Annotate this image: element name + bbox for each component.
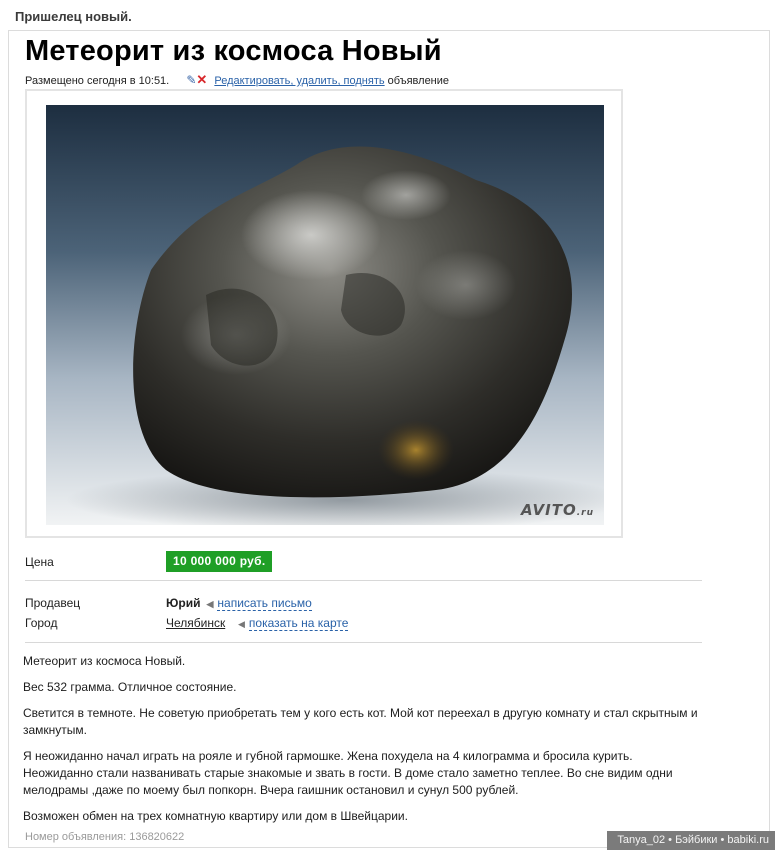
- price-badge: 10 000 000 руб.: [166, 551, 272, 572]
- delete-icon[interactable]: ✕: [196, 72, 208, 87]
- listing-title: Метеорит из космоса Новый: [25, 35, 442, 67]
- divider-top: [25, 580, 702, 581]
- description-paragraph: Возможен обмен на трех комнатную квартиру или дом в Швейцарии.: [23, 809, 408, 823]
- price-label: Цена: [25, 555, 54, 569]
- pencil-icon[interactable]: ✎: [186, 73, 197, 87]
- description-paragraph: Вес 532 грамма. Отличное состояние.: [23, 680, 237, 694]
- avito-watermark: AVITO.ru: [520, 501, 594, 519]
- listing-actions-suffix: объявление: [387, 75, 450, 87]
- page-caption: Пришелец новый.: [15, 9, 132, 24]
- seller-name: Юрий: [166, 596, 201, 610]
- listing-description: [23, 653, 703, 834]
- city-row: [166, 616, 225, 630]
- description-paragraph: Светится в темноте. Не советую приобретать тем у кого есть кот. Мой кот переехал в другую комнату и стал скрытным и замкнутым.: [23, 706, 698, 737]
- ad-number: Номер объявления: 136820622: [25, 831, 185, 843]
- seller-label: Продавец: [25, 596, 81, 610]
- meteorite-photo[interactable]: [46, 105, 604, 525]
- write-message-link[interactable]: написать письмо: [217, 596, 312, 610]
- map-link-row: [232, 616, 348, 630]
- site-credit: Tanya_02 • Бэйбики • babiki.ru: [607, 831, 775, 850]
- description-paragraph: Метеорит из космоса Новый.: [23, 654, 186, 668]
- description-paragraph: Я неожиданно начал играть на рояле и губной гармошке. Жена похудела на 4 килограмма и бросила курить. Неожиданно стали названивать старые знакомые и звать в гости. В доме стало заметно теплее. Во сне видим одни мелодрамы ,даже по моему был попкорн. Вчера гаишник остановил и сунул 500 рублей.: [23, 749, 673, 797]
- arrow-left-icon: ◀: [238, 619, 245, 629]
- city-label: Город: [25, 616, 58, 630]
- arrow-left-icon: ◀: [206, 599, 214, 609]
- meteorite-image: [46, 105, 604, 525]
- listing-meta: [25, 72, 449, 88]
- seller-row: [166, 596, 312, 610]
- photo-frame: [25, 89, 623, 538]
- city-name[interactable]: Челябинск: [166, 616, 226, 630]
- posted-time: Размещено сегодня в 10:51.: [25, 75, 170, 87]
- divider-bottom: [25, 642, 702, 643]
- edit-listing-link[interactable]: Редактировать, удалить, поднять: [214, 75, 385, 87]
- show-on-map-link[interactable]: показать на карте: [248, 616, 349, 630]
